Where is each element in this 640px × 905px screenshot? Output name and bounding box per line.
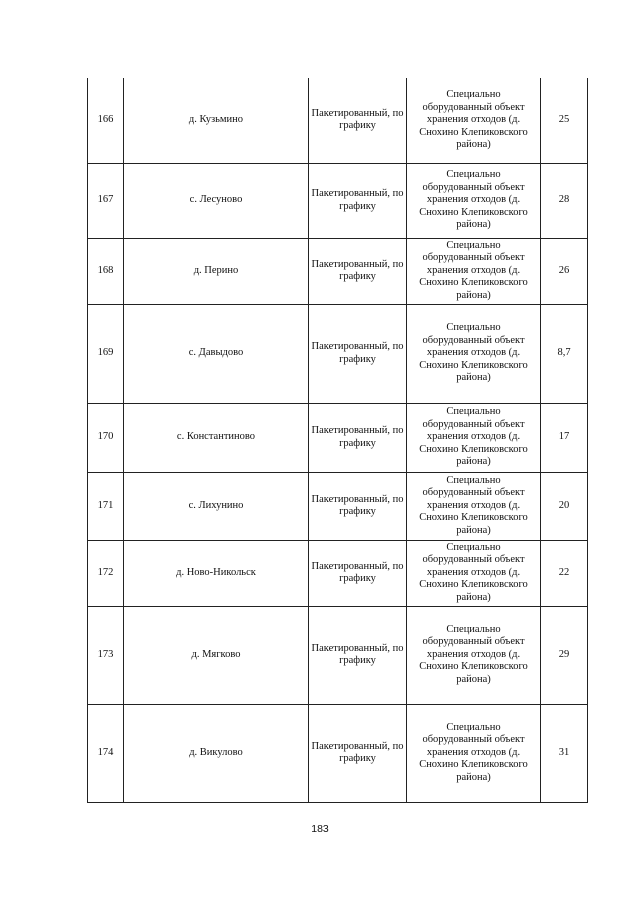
disposal-object-text: Специально оборудованный объект хранения отходов (д. Снохино Клепиковского района) (419, 721, 528, 783)
disposal-object (407, 238, 541, 304)
table-row (88, 238, 588, 304)
table-row (88, 540, 588, 606)
collection-type: Пакетированный, по графику (309, 163, 407, 238)
disposal-object-text: Специально оборудованный объект хранения отходов (д. Снохино Клепиковского района) (419, 89, 528, 150)
row-value: 22 (541, 540, 588, 606)
collection-type: Пакетированный, по графику (309, 78, 407, 163)
settlement-name: д. Ново-Никольск (124, 540, 309, 606)
collection-type: Пакетированный, по графику (309, 403, 407, 472)
disposal-object (407, 78, 541, 163)
disposal-object (407, 540, 541, 606)
page-number: 183 (311, 823, 329, 835)
row-value: 20 (541, 472, 588, 540)
table-row (88, 163, 588, 238)
settlement-name: д. Кузьмино (124, 78, 309, 163)
disposal-object (407, 606, 541, 704)
settlement-name: с. Константиново (124, 403, 309, 472)
row-value: 26 (541, 238, 588, 304)
row-number: 167 (88, 163, 124, 238)
row-number: 166 (88, 78, 124, 163)
row-value: 8,7 (541, 304, 588, 403)
table-row (88, 472, 588, 540)
collection-type: Пакетированный, по графику (309, 472, 407, 540)
row-value: 17 (541, 403, 588, 472)
disposal-object-text: Специально оборудованный объект хранения отходов (д. Снохино Клепиковского района) (419, 474, 528, 536)
disposal-object-text: Специально оборудованный объект хранения отходов (д. Снохино Клепиковского района) (419, 541, 528, 603)
disposal-object (407, 704, 541, 802)
row-value: 28 (541, 163, 588, 238)
row-number: 172 (88, 540, 124, 606)
table-row (88, 78, 588, 163)
disposal-object-text: Специально оборудованный объект хранения отходов (д. Снохино Клепиковского района) (419, 239, 528, 301)
collection-type: Пакетированный, по графику (309, 704, 407, 802)
disposal-object-text: Специально оборудованный объект хранения отходов (д. Снохино Клепиковского района) (419, 623, 528, 685)
settlement-name: с. Лесуново (124, 163, 309, 238)
table-row (88, 704, 588, 802)
row-value: 29 (541, 606, 588, 704)
settlements-table (87, 78, 588, 803)
row-value: 31 (541, 704, 588, 802)
disposal-object (407, 472, 541, 540)
disposal-object (407, 403, 541, 472)
collection-type: Пакетированный, по графику (309, 238, 407, 304)
disposal-object-text: Специально оборудованный объект хранения отходов (д. Снохино Клепиковского района) (419, 406, 528, 468)
settlement-name: с. Давыдово (124, 304, 309, 403)
table-row (88, 403, 588, 472)
table-row (88, 606, 588, 704)
row-number: 170 (88, 403, 124, 472)
settlement-name: с. Лихунино (124, 472, 309, 540)
row-number: 174 (88, 704, 124, 802)
row-number: 173 (88, 606, 124, 704)
row-number: 169 (88, 304, 124, 403)
row-value: 25 (541, 78, 588, 163)
collection-type: Пакетированный, по графику (309, 304, 407, 403)
collection-type: Пакетированный, по графику (309, 540, 407, 606)
disposal-object-text: Специально оборудованный объект хранения отходов (д. Снохино Клепиковского района) (419, 322, 528, 384)
collection-type: Пакетированный, по графику (309, 606, 407, 704)
settlement-name: д. Мягково (124, 606, 309, 704)
table-row (88, 304, 588, 403)
disposal-object (407, 163, 541, 238)
settlement-name: д. Перино (124, 238, 309, 304)
row-number: 168 (88, 238, 124, 304)
disposal-object-text: Специально оборудованный объект хранения отходов (д. Снохино Клепиковского района) (419, 169, 528, 231)
disposal-object (407, 304, 541, 403)
row-number: 171 (88, 472, 124, 540)
settlement-name: д. Викулово (124, 704, 309, 802)
